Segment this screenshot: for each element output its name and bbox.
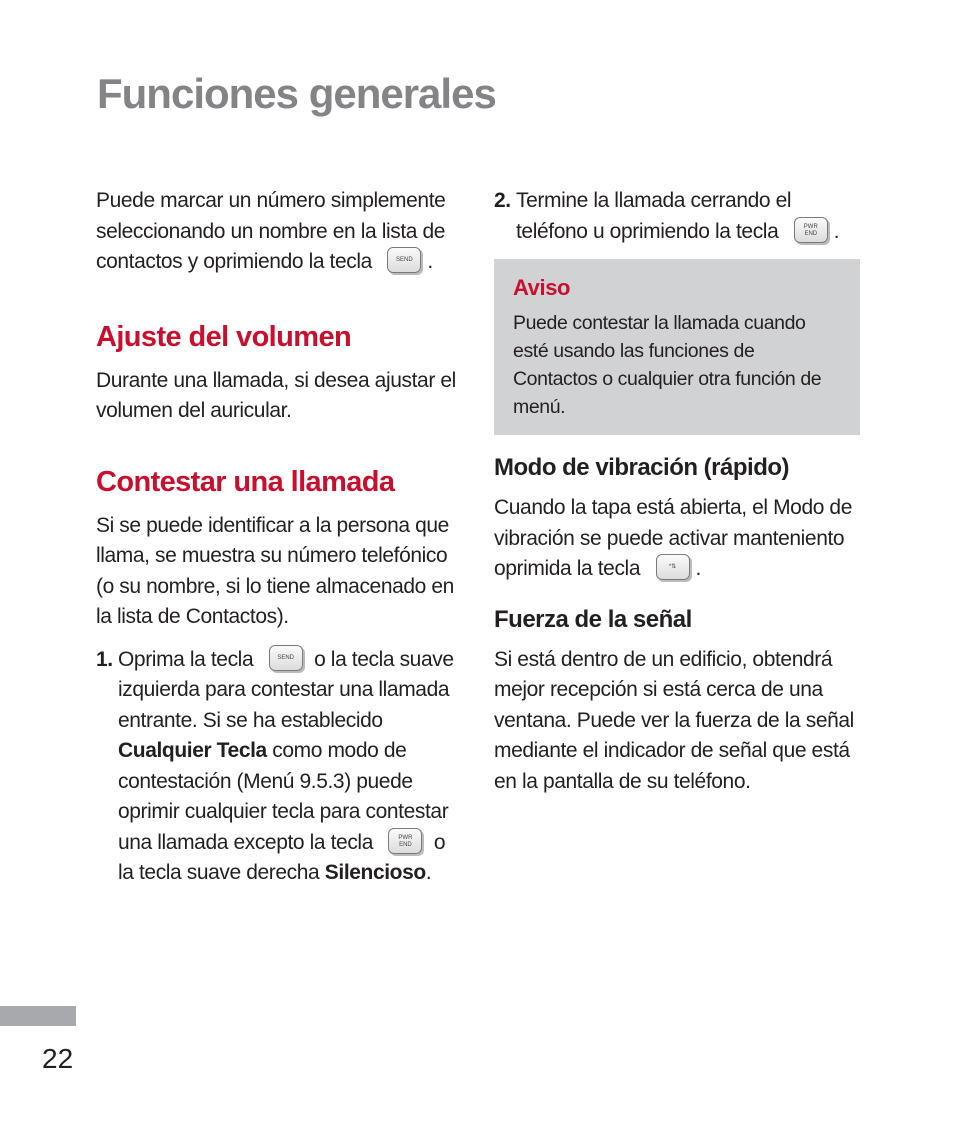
page-number: 22 [42, 1043, 74, 1074]
silent-option: Silencioso [324, 861, 426, 884]
step-2-text: Termine la llamada cerrando el teléfono u oprimiendo la tecla PWR END . [516, 189, 840, 243]
step-1-text: Oprima la tecla SEND o la tecla suave izquierda para contestar una llamada entrante. Si se ha establecido Cualquier Tecla como modo de contestación (Menú 9.5.3) puede oprimir cualquier tecla para contestar una llamada excepto la tecla PWR END o la tecla suave derecha Silencioso. [118, 645, 466, 889]
answer-paragraph: Si se puede identificar a la persona que llama, se muestra su número telefónico (o su nombre, si lo tiene almacenado en la lista de Contactos). [96, 513, 454, 628]
notice-text: Puede contestar la llamada cuando esté usando las funciones de Contactos o cualquier otra función de menú. [513, 312, 822, 418]
any-key-option: Cualquier Tecla [118, 739, 267, 762]
vibration-heading: Modo de vibración (rápido) [494, 454, 790, 481]
signal-paragraph: Si está dentro de un edificio, obtendrá mejor recepción si está cerca de una ventana. Puede ver la fuerza de la señal mediante el indicador de señal que está en la pantalla de su teléfono. [494, 647, 854, 793]
end-key-icon: PWR END [794, 217, 828, 243]
signal-heading: Fuerza de la señal [494, 605, 692, 633]
volume-paragraph: Durante una llamada, si desea ajustar el volumen del auricular. [96, 368, 456, 422]
step-1-number: 1. [96, 647, 113, 671]
vibration-paragraph: Cuando la tapa está abierta, el Modo de vibración se puede activar manteniento oprimida la tecla *⇅ . [494, 496, 852, 580]
volume-heading: Ajuste del volumen [96, 320, 352, 353]
right-column [494, 186, 860, 797]
left-column [96, 186, 466, 889]
answer-heading: Contestar una llamada [96, 465, 395, 498]
send-key-icon: SEND [269, 645, 303, 671]
step-2-number: 2. [494, 189, 511, 212]
step-1 [96, 645, 466, 889]
page-tab-bar [0, 1006, 76, 1026]
intro-paragraph: Puede marcar un número simplemente seleccionando un nombre en la lista de contactos y oprimiendo la tecla SEND . [96, 189, 446, 273]
notice-title: Aviso [513, 275, 571, 300]
step-2 [494, 186, 860, 247]
star-key-icon: *⇅ [656, 554, 690, 580]
page-title: Funciones generales [97, 70, 496, 117]
notice-box [494, 259, 860, 435]
end-key-icon: PWR END [388, 828, 422, 854]
send-key-icon: SEND [387, 247, 421, 273]
